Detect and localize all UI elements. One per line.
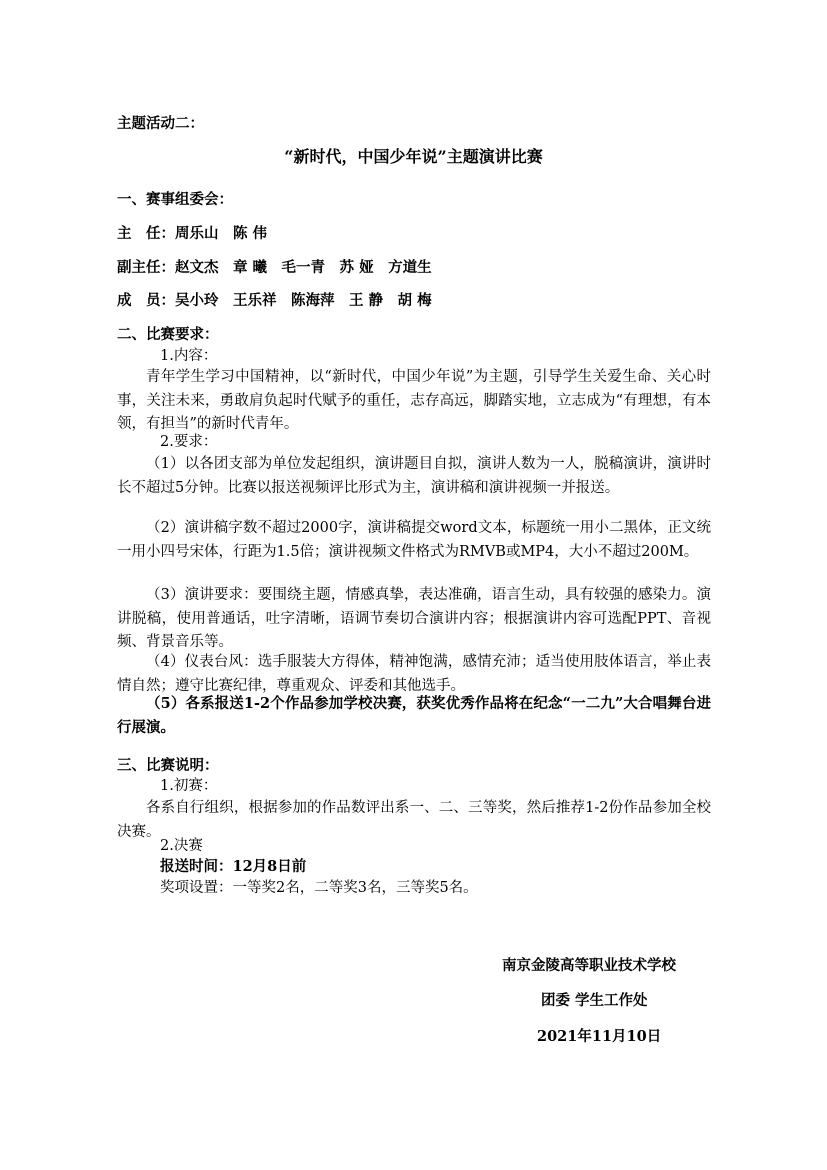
- signature-school: 南京金陵高等职业技术学校: [502, 957, 676, 974]
- deadline-text: 报送时间：12月8日前: [160, 858, 307, 875]
- requirements-label: 2.要求：: [160, 434, 218, 450]
- requirement-5: （5）各系报送1-2个作品参加学校决赛，获奖优秀作品将在纪念“一二九”大合唱舞台进行展演。: [117, 695, 711, 736]
- prelim-label: 1.初赛：: [160, 778, 218, 794]
- final-label: 2.决赛: [160, 838, 203, 854]
- section1-heading: 一、赛事组委会：: [117, 191, 233, 208]
- committee-director: 主 任：周乐山 陈 伟: [117, 225, 268, 242]
- prelim-paragraph: 各系自行组织，根据参加的作品数评出系一、二、三等奖，然后推荐1-2份作品参加全校决赛。: [117, 800, 711, 840]
- requirement-3: （3）演讲要求：要围绕主题，情感真挚，表达准确，语言生动，具有较强的感染力。演讲脱稿，使用普通话，吐字清晰，语调节奏切合演讲内容；根据演讲内容可选配PPT、音视频、背景音乐等。: [117, 587, 711, 650]
- section2-heading: 二、比赛要求：: [117, 326, 219, 343]
- activity-label: 主题活动二：: [117, 115, 204, 132]
- section3-heading: 三、比赛说明：: [117, 757, 219, 774]
- content-label: 1.内容：: [160, 348, 218, 364]
- awards-text: 奖项设置：一等奖2名，二等奖3名，三等奖5名。: [160, 880, 478, 896]
- signature-date: 2021年11月10日: [537, 1028, 662, 1045]
- document-title: “新时代，中国少年说”主题演讲比赛: [284, 147, 543, 166]
- content-paragraph: 青年学生学习中国精神，以“新时代，中国少年说”为主题，引导学生关爱生命、关心时事，关注未来，勇敢肩负起时代赋予的重任，志存高远，脚踏实地，立志成为“有理想，有本领，有担当”的新时代青年。: [117, 369, 711, 432]
- committee-deputy: 副主任：赵文杰 章 曦 毛一青 苏 娅 方道生: [117, 259, 432, 276]
- signature-department: 团委 学生工作处: [541, 992, 648, 1009]
- requirement-1: （1）以各团支部为单位发起组织，演讲题目自拟，演讲人数为一人，脱稿演讲，演讲时长不超过5分钟。比赛以报送视频评比形式为主，演讲稿和演讲视频一并报送。: [117, 456, 711, 496]
- requirement-4: （4）仪表台风：选手服装大方得体，精神饱满，感情充沛；适当使用肢体语言，举止表情自然；遵守比赛纪律，尊重观众、评委和其他选手。: [117, 654, 711, 694]
- requirement-2: （2）演讲稿字数不超过2000字，演讲稿提交word文本，标题统一用小二黑体，正文统一用小四号宋体，行距为1.5倍；演讲视频文件格式为RMVB或MP4，大小不超过200M。: [117, 520, 711, 560]
- committee-members: 成 员：吴小玲 王乐祥 陈海萍 王 静 胡 梅: [117, 292, 432, 309]
